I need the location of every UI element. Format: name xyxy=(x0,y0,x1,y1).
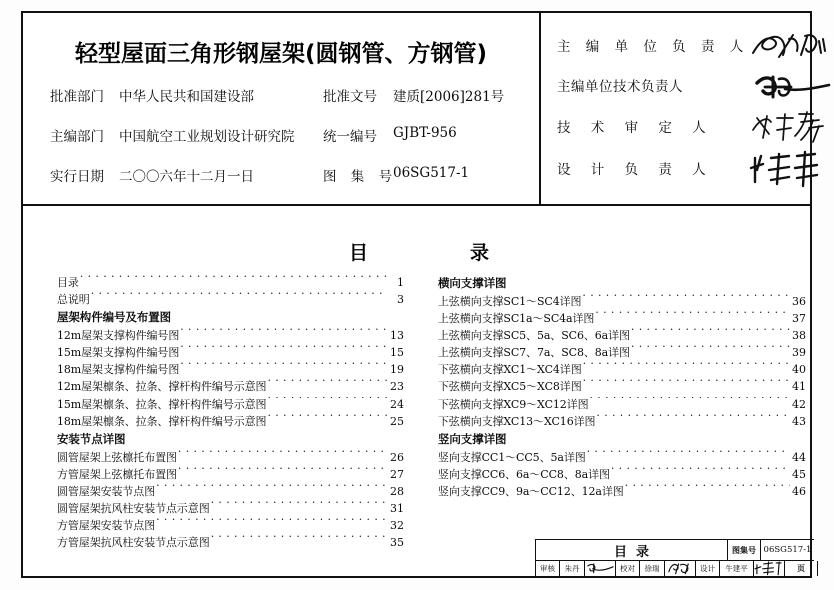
toc-entry[interactable] xyxy=(57,466,404,483)
toc-entry-title: 15m屋架支撑构件编号图 xyxy=(57,346,180,360)
title-block-top-row xyxy=(536,540,814,561)
checker-signature-icon xyxy=(665,561,696,576)
toc-entry-title: 下弦横向支撑XC5～XC8详图 xyxy=(438,380,582,394)
toc-leader-dots xyxy=(180,328,388,339)
handwritten-signature-icon xyxy=(749,108,831,146)
toc-entry-title: 总说明 xyxy=(57,293,90,307)
toc-entry-title: 上弦横向支撑SC5、5a、SC6、6a详图 xyxy=(438,329,630,343)
reviewer-name: 朱丹 xyxy=(560,561,585,576)
title-block-drawing-name: 目录 xyxy=(536,540,728,560)
toc-leader-dots xyxy=(156,518,388,529)
toc-column-left xyxy=(57,274,404,551)
toc-heading-char-2: 录 xyxy=(470,242,490,264)
toc-entry-title: 18m屋架檩条、拉条、撑杆构件编号示意图 xyxy=(57,414,267,428)
toc-entry-title: 15m屋架檩条、拉条、撑杆构件编号示意图 xyxy=(57,397,267,411)
toc-leader-dots xyxy=(631,345,790,356)
toc-leader-dots xyxy=(156,484,388,495)
toc-leader-dots xyxy=(267,414,388,425)
toc-entry-page: 32 xyxy=(390,519,404,533)
reviewer-role-label: 审核 xyxy=(536,561,560,576)
toc-entry[interactable] xyxy=(57,396,404,413)
toc-entry[interactable] xyxy=(438,483,806,500)
toc-entry[interactable] xyxy=(57,344,404,361)
toc-section-heading xyxy=(57,430,404,449)
toc-entry-page: 1 xyxy=(397,276,404,289)
editor-dept-label: 主编部门 xyxy=(50,129,104,145)
toc-leader-dots xyxy=(178,467,388,478)
toc-leader-dots xyxy=(180,345,388,356)
design-head-label: 设 计 负 责 人 xyxy=(557,162,714,178)
toc-leader-dots xyxy=(267,379,388,390)
meta-row-approval xyxy=(23,85,539,107)
toc-entry[interactable] xyxy=(57,327,404,344)
toc-entry-title: 上弦横向支撑SC1～SC4详图 xyxy=(438,295,582,308)
toc-entry-page: 42 xyxy=(792,397,806,411)
atlas-number-label: 图 集 号 xyxy=(323,169,398,185)
toc-entry[interactable] xyxy=(438,466,806,483)
toc-leader-dots xyxy=(625,484,790,495)
header-left-panel xyxy=(23,13,541,204)
toc-leader-dots xyxy=(180,362,388,373)
meta-row-date xyxy=(23,165,539,187)
toc-entry-title: 横向支撑详图 xyxy=(438,276,507,290)
title-block-bottom-row xyxy=(536,561,814,576)
chief-unit-head-label: 主 编 单 位 负 责 人 xyxy=(557,39,749,55)
approval-dept-label: 批准部门 xyxy=(50,89,104,105)
title-block xyxy=(535,539,814,576)
toc-entry-page: 35 xyxy=(390,536,404,550)
meta-row-editor xyxy=(23,125,539,147)
toc-entry-page: 19 xyxy=(390,363,404,377)
toc-entry-title: 12m屋架支撑构件编号图 xyxy=(57,329,180,343)
effective-date-label: 实行日期 xyxy=(50,169,104,185)
toc-entry-page: 38 xyxy=(792,329,806,343)
signature-row-chief-tech-head xyxy=(541,75,810,105)
cover-header xyxy=(23,13,810,206)
toc-entry-page: 13 xyxy=(390,329,404,343)
toc-entry-page: 31 xyxy=(390,502,404,516)
toc-entry[interactable] xyxy=(57,378,404,395)
page-title: 轻型屋面三角形钢屋架(圆钢管、方钢管) xyxy=(74,41,488,67)
toc-entry[interactable] xyxy=(438,449,806,466)
toc-leader-dots xyxy=(583,362,790,373)
approval-doc-value: 建质[2006]281号 xyxy=(393,89,505,105)
toc-entry[interactable] xyxy=(438,310,806,327)
toc-entry-page: 40 xyxy=(792,363,806,377)
toc-leader-dots xyxy=(631,328,790,339)
toc-entry-page: 15 xyxy=(390,346,404,360)
table-of-contents xyxy=(23,206,810,576)
toc-entry-page: 41 xyxy=(792,380,806,394)
title-block-atlas-value: 06SG517-1 xyxy=(763,545,812,556)
toc-entry-page: 43 xyxy=(792,414,806,428)
designer-signature-icon xyxy=(754,561,785,576)
signature-row-tech-reviewer xyxy=(541,116,810,146)
toc-section-heading xyxy=(438,430,806,449)
unified-number-label: 统一编号 xyxy=(323,129,377,145)
toc-entry-title: 下弦横向支撑XC1～XC4详图 xyxy=(438,363,582,377)
toc-entry-title: 18m屋架支撑构件编号图 xyxy=(57,363,180,377)
toc-entry-title: 竖向支撑CC6、6a～CC8、8a详图 xyxy=(438,467,610,481)
toc-entry-title: 上弦横向支撑SC7、7a、SC8、8a详图 xyxy=(438,346,630,360)
toc-entry-title: 上弦横向支撑SC1a～SC4a详图 xyxy=(438,312,595,326)
toc-column-right xyxy=(438,274,806,500)
toc-entry[interactable] xyxy=(57,517,404,534)
toc-entry[interactable] xyxy=(57,500,404,517)
toc-entry[interactable] xyxy=(438,378,806,395)
toc-entry-page: 46 xyxy=(792,484,806,498)
toc-entry-page: 26 xyxy=(390,450,404,464)
chief-tech-head-label: 主编单位技术负责人 xyxy=(557,79,683,95)
toc-entry-title: 12m屋架檩条、拉条、撑杆构件编号示意图 xyxy=(57,380,267,394)
toc-entry-title: 方管屋架抗风柱安装节点示意图 xyxy=(57,536,210,550)
page-label: 页 xyxy=(785,561,818,576)
toc-entry[interactable] xyxy=(438,361,806,378)
toc-entry[interactable] xyxy=(438,327,806,344)
toc-entry-title: 目录 xyxy=(57,276,79,289)
approval-doc-label: 批准文号 xyxy=(323,89,377,105)
toc-leader-dots xyxy=(596,414,790,425)
toc-entry-page: 3 xyxy=(397,293,404,307)
toc-entry[interactable] xyxy=(57,274,404,291)
unified-number-value: GJBT-956 xyxy=(393,125,457,141)
toc-entry-title: 圆管屋架上弦檩托布置图 xyxy=(57,450,177,464)
toc-entry-title: 方管屋架上弦檩托布置图 xyxy=(57,467,177,481)
toc-section-heading xyxy=(57,308,404,327)
toc-heading-char-1: 目 xyxy=(349,242,369,264)
handwritten-signature-icon xyxy=(751,67,833,105)
toc-entry[interactable] xyxy=(438,293,806,310)
tech-reviewer-label: 技 术 审 定 人 xyxy=(557,120,714,136)
signature-row-chief-unit-head xyxy=(541,35,810,65)
designer-name: 牛建平 xyxy=(720,561,754,576)
toc-entry-title: 安装节点详图 xyxy=(57,431,126,446)
handwritten-signature-icon xyxy=(749,27,831,65)
toc-entry-page: 39 xyxy=(792,346,806,360)
reviewer-signature-icon xyxy=(585,561,616,576)
toc-entry[interactable] xyxy=(438,413,806,430)
toc-entry-page: 28 xyxy=(390,484,404,498)
toc-entry[interactable] xyxy=(57,449,404,466)
atlas-number-value: 06SG517-1 xyxy=(393,165,470,181)
toc-entry[interactable] xyxy=(57,291,404,308)
toc-entry[interactable] xyxy=(57,361,404,378)
toc-entry-page: 36 xyxy=(792,295,806,308)
toc-leader-dots xyxy=(267,397,388,408)
drawing-frame xyxy=(21,11,812,578)
handwritten-signature-icon xyxy=(749,150,831,188)
toc-entry-title: 下弦横向支撑XC13～XC16详图 xyxy=(438,414,596,428)
checker-name: 徐瑞 xyxy=(640,561,665,576)
toc-entry[interactable] xyxy=(57,413,404,430)
toc-entry-page: 23 xyxy=(390,380,404,394)
toc-leader-dots xyxy=(91,292,388,303)
toc-leader-dots xyxy=(611,467,790,478)
signature-row-design-head xyxy=(541,158,810,188)
checker-role-label: 校对 xyxy=(616,561,640,576)
toc-entry-page: 25 xyxy=(390,414,404,428)
effective-date-value: 二〇〇六年十二月一日 xyxy=(119,169,254,185)
toc-entry[interactable] xyxy=(438,396,806,413)
toc-entry-title: 竖向支撑详图 xyxy=(438,431,507,446)
toc-leader-dots xyxy=(583,379,790,390)
toc-entry[interactable] xyxy=(57,483,404,500)
toc-entry-title: 圆管屋架安装节点图 xyxy=(57,484,156,498)
toc-leader-dots xyxy=(211,535,388,546)
toc-entry-title: 屋架构件编号及布置图 xyxy=(57,310,171,325)
toc-heading xyxy=(23,238,810,268)
toc-entry-title: 竖向支撑CC9、9a～CC12、12a详图 xyxy=(438,484,624,498)
toc-entry-page: 45 xyxy=(792,467,806,481)
toc-entry-title: 竖向支撑CC1～CC5、5a详图 xyxy=(438,450,586,464)
header-signature-panel xyxy=(541,13,810,204)
toc-entry[interactable] xyxy=(57,534,404,551)
toc-leader-dots xyxy=(587,450,790,461)
toc-leader-dots xyxy=(178,450,388,461)
toc-entry-page: 27 xyxy=(390,467,404,481)
editor-dept-value: 中国航空工业规划设计研究院 xyxy=(119,129,295,145)
toc-entry[interactable] xyxy=(438,344,806,361)
toc-entry-page: 24 xyxy=(390,397,404,411)
title-block-atlas-label: 图集号 xyxy=(728,540,761,560)
toc-entry-title: 下弦横向支撑XC9～XC12详图 xyxy=(438,397,589,411)
toc-leader-dots xyxy=(590,397,790,408)
toc-leader-dots xyxy=(211,501,388,512)
toc-entry-title: 圆管屋架抗风柱安装节点示意图 xyxy=(57,502,210,516)
toc-leader-dots xyxy=(582,294,790,305)
toc-leader-dots xyxy=(595,311,790,322)
designer-role-label: 设计 xyxy=(696,561,720,576)
toc-entry-page: 44 xyxy=(792,450,806,464)
toc-section-heading xyxy=(438,274,806,293)
toc-entry-page: 37 xyxy=(792,312,806,326)
toc-entry-title: 方管屋架安装节点图 xyxy=(57,519,156,533)
approval-dept-value: 中华人民共和国建设部 xyxy=(119,89,254,105)
toc-leader-dots xyxy=(80,275,388,286)
